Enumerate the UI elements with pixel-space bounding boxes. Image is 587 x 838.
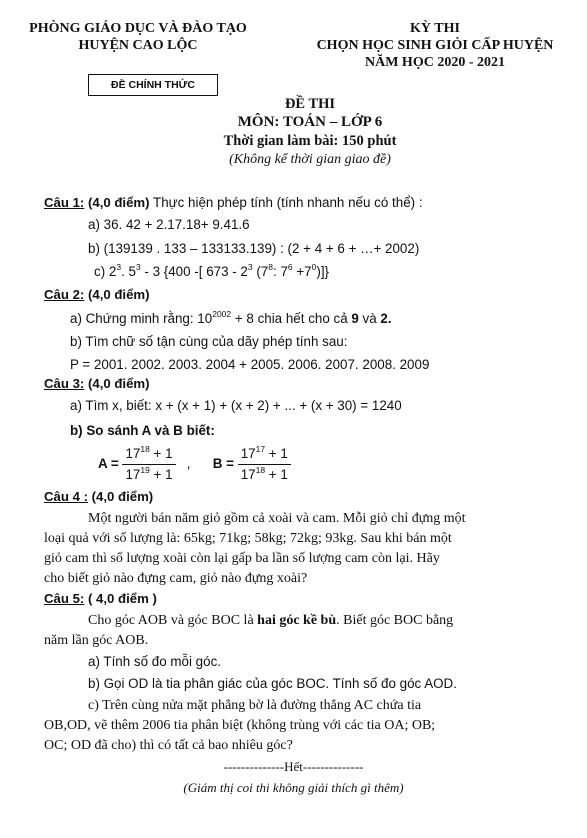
q1-prompt: Thực hiện phép tính (tính nhanh nếu có thể) :: [149, 195, 423, 210]
exam-title: ĐỀ THI: [284, 96, 336, 112]
department-header: [28, 20, 248, 54]
q2-part-b: b) Tìm chữ số tận cùng của dãy phép tính sau:: [70, 334, 348, 349]
q1-part-c: c) $2^3$. $5^3 - 3$ {400 -[ $673 - 2^3$ ($7^8$: $7^6 +7^0$)]}: [94, 261, 330, 279]
q1-part-b: b) (139139 . 133 – 133133.139) : (2 + 4 + 6 + …+ 2002): [88, 241, 420, 256]
q4-line-1: Một người bán năm giỏ gồm cả xoài và cam. Mỗi giỏ chỉ đựng một: [88, 511, 466, 526]
q5-part-a: a) Tính số đo mỗi góc.: [88, 654, 221, 669]
q5-line-2: năm lần góc AOB.: [44, 633, 149, 648]
q4-line-3: giỏ cam thì số lượng xoài còn lại gấp ba lần số lượng cam còn lại. Hãy: [44, 551, 440, 566]
official-label: ĐỀ CHÍNH THỨC: [111, 79, 195, 91]
q1-part-a: a) 36. 42 + 2.17.18+ 9.41.6: [88, 217, 250, 232]
proctor-note: (Giám thị coi thi không giải thích gì thêm): [183, 780, 404, 795]
q2-label: Câu 2:: [44, 287, 85, 302]
official-stamp-box: [88, 74, 218, 96]
q5-part-c-line-1: c) Trên cùng nửa mặt phẳng bờ là đường thẳng AC chứa tia: [88, 698, 422, 713]
q3-points: (4,0 điểm): [84, 376, 150, 391]
q3-label: Câu 3:: [44, 376, 85, 391]
q3-heading: [44, 375, 150, 394]
q3-fractions: A = $\frac{17^{18} + 1}{17^{19} + 1}$ , B = $\frac{17^{17} + 1}{17^{18} + 1}$: [98, 444, 291, 485]
q2-heading: [44, 286, 150, 305]
q4-line-4: cho biết giỏ nào đựng cam, giỏ nào đựng xoài?: [44, 571, 308, 586]
exam-duration-note: (Không kể thời gian giao đề): [229, 152, 391, 167]
q1-heading: [44, 194, 423, 213]
q1-points: (4,0 điểm): [84, 195, 150, 210]
q5-points: ( 4,0 điểm ): [84, 591, 157, 606]
fraction-a: $\frac{17^{18} + 1}{17^{19} + 1}$: [122, 444, 175, 485]
department-name: PHÒNG GIÁO DỤC VÀ ĐÀO TẠO: [29, 21, 247, 36]
q5-line-1: Cho góc AOB và góc BOC là hai góc kề bù. Biết góc BOC bằng: [88, 613, 454, 628]
q5-part-c-line-3: OC; OD đã cho) thì có tất cả bao nhiêu góc?: [44, 738, 293, 753]
exam-level: CHỌN HỌC SINH GIỎI CẤP HUYỆN: [316, 38, 554, 53]
q2-expression-p: P = 2001. 2002. 2003. 2004 + 2005. 2006. 2007. 2008. 2009: [70, 357, 430, 372]
q4-label: Câu 4 :: [44, 489, 88, 504]
q3-part-b: b) So sánh A và B biết:: [70, 423, 215, 438]
school-year: NĂM HỌC 2020 - 2021: [365, 55, 505, 70]
exam-header: [300, 20, 570, 71]
exam-type: KỲ THI: [410, 21, 460, 36]
exam-titles: [120, 95, 500, 169]
exam-duration: Thời gian làm bài: 150 phút: [223, 133, 397, 149]
fraction-b: $\frac{17^{17} + 1}{17^{18} + 1}$: [238, 444, 291, 485]
q2-points: (4,0 điểm): [84, 287, 150, 302]
q4-heading: [44, 488, 153, 507]
q3-part-a: a) Tìm x, biết: x + (x + 1) + (x + 2) + ... + (x + 30) = 1240: [70, 398, 402, 413]
q5-label: Câu 5:: [44, 591, 85, 606]
district-name: HUYỆN CAO LỘC: [78, 38, 198, 53]
q1-label: Câu 1:: [44, 195, 85, 210]
q5-heading: [44, 590, 157, 609]
q5-part-c-line-2: OB,OD, vẽ thêm 2006 tia phân biệt (không trùng với các tia OA; OB;: [44, 718, 436, 733]
q2-part-a: a) Chứng minh rằng: $10^{2002} + 8$ chia hết cho cả 9 và 2.: [70, 308, 392, 326]
exam-subject: MÔN: TOÁN – LỚP 6: [237, 114, 383, 130]
q4-line-2: loại quả với số lượng là: 65kg; 71kg; 58kg; 72kg; 93kg. Sau khi bán một: [44, 531, 452, 546]
end-marker: --------------Hết--------------: [223, 759, 364, 774]
q5-part-b: b) Gọi OD là tia phân giác của góc BOC. Tính số đo góc AOD.: [88, 676, 457, 691]
q4-points: (4,0 điểm): [87, 489, 154, 504]
